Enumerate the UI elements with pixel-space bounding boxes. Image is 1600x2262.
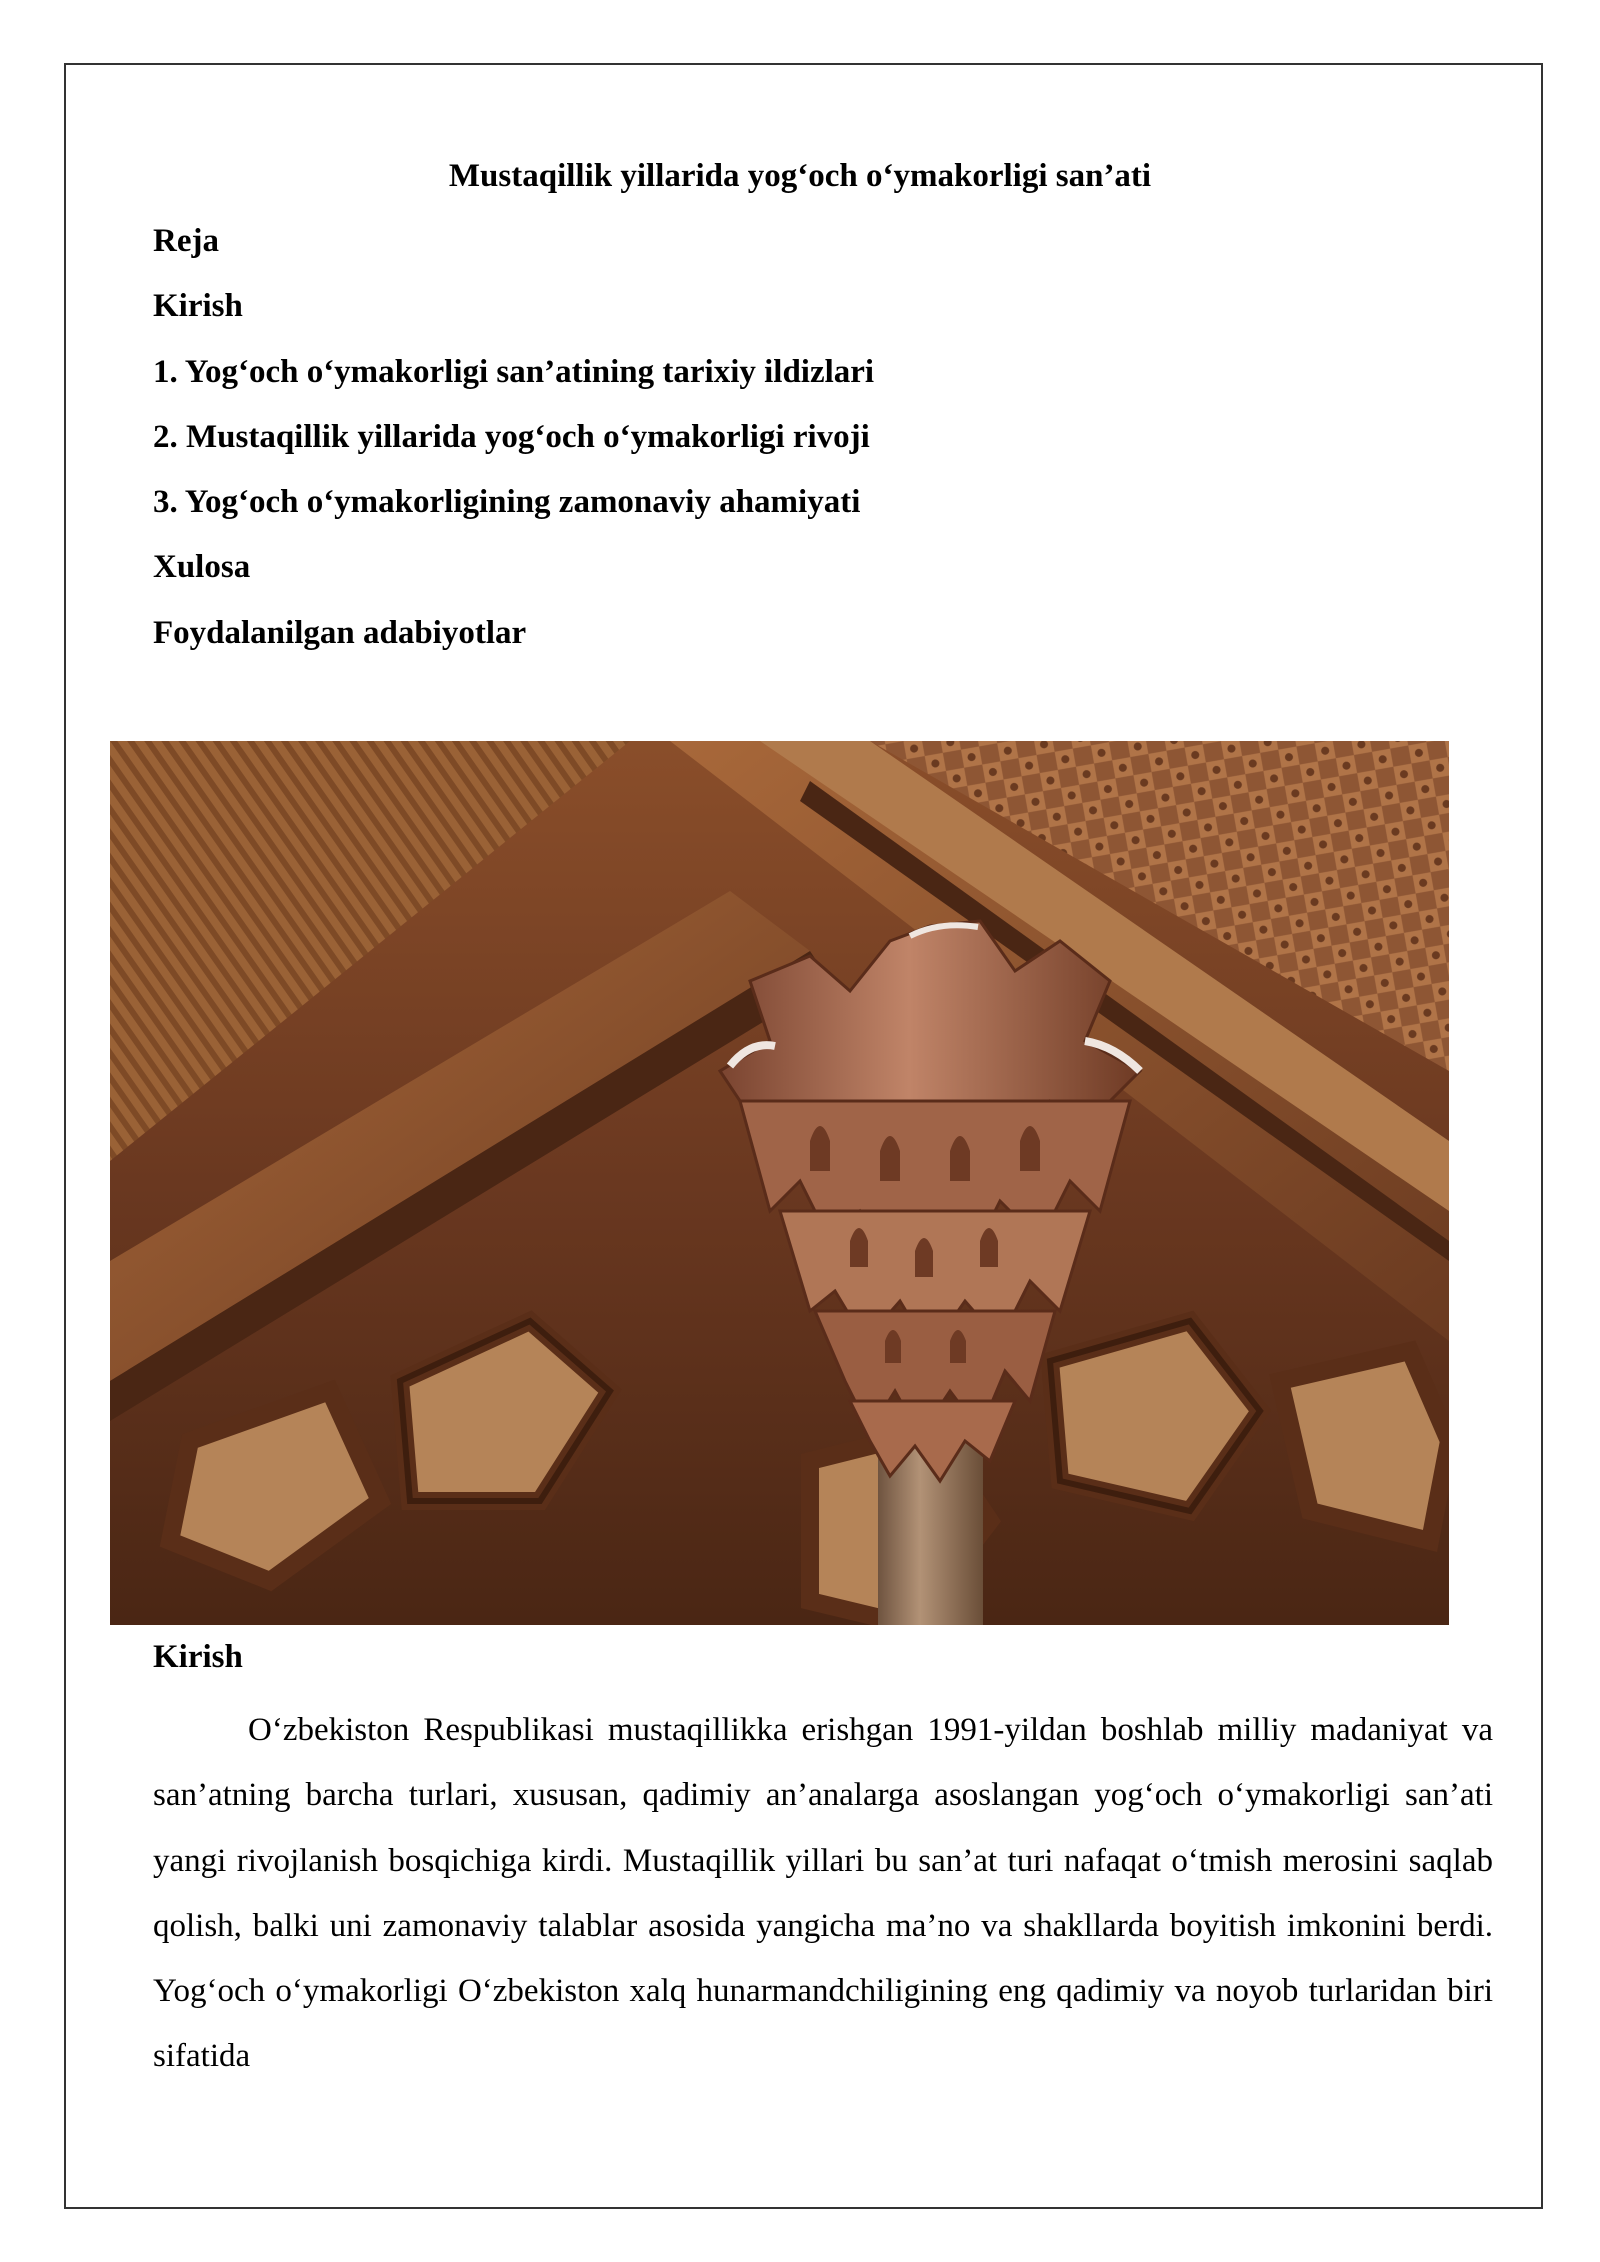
outline-item: Reja	[153, 223, 219, 259]
plan-outline	[153, 215, 874, 672]
outline-item: 3. Yog‘och o‘ymakorligining zamonaviy ahamiyati	[153, 484, 861, 521]
intro-paragraph: O‘zbekiston Respublikasi mustaqillikka erishgan 1991-yildan boshlab milliy madaniyat va san’atning barcha turlari, xususan, qadimiy an’analarga asoslangan yog‘och o‘ymakorligi san’ati yangi rivojlanish bosqichiga kirdi. Mustaqillik yillari bu san’at turi nafaqat o‘tmish merosini saqlab qolish, balki uni zamonaviy talablar asosida yangicha ma’no va shakllarda boyitish imkonini berdi. Yog‘och o‘ymakorligi O‘zbekiston xalq hunarmandchiligining eng qadimiy va noyob turlaridan biri sifatida	[153, 1712, 1493, 2075]
outline-item: 1. Yog‘och o‘ymakorligi san’atining tarixiy ildizlari	[153, 353, 875, 390]
outline-item: 2. Mustaqillik yillarida yog‘och o‘ymakorligi rivoji	[153, 418, 870, 455]
carved-column-photo	[110, 741, 1449, 1625]
section-heading: Kirish	[153, 1639, 243, 1675]
outline-item: Kirish	[153, 288, 243, 325]
outline-item: Xulosa	[153, 549, 251, 586]
document-title: Mustaqillik yillarida yog‘och o‘ymakorligi san’ati	[448, 158, 1152, 194]
outline-item: Foydalanilgan adabiyotlar	[153, 614, 527, 651]
